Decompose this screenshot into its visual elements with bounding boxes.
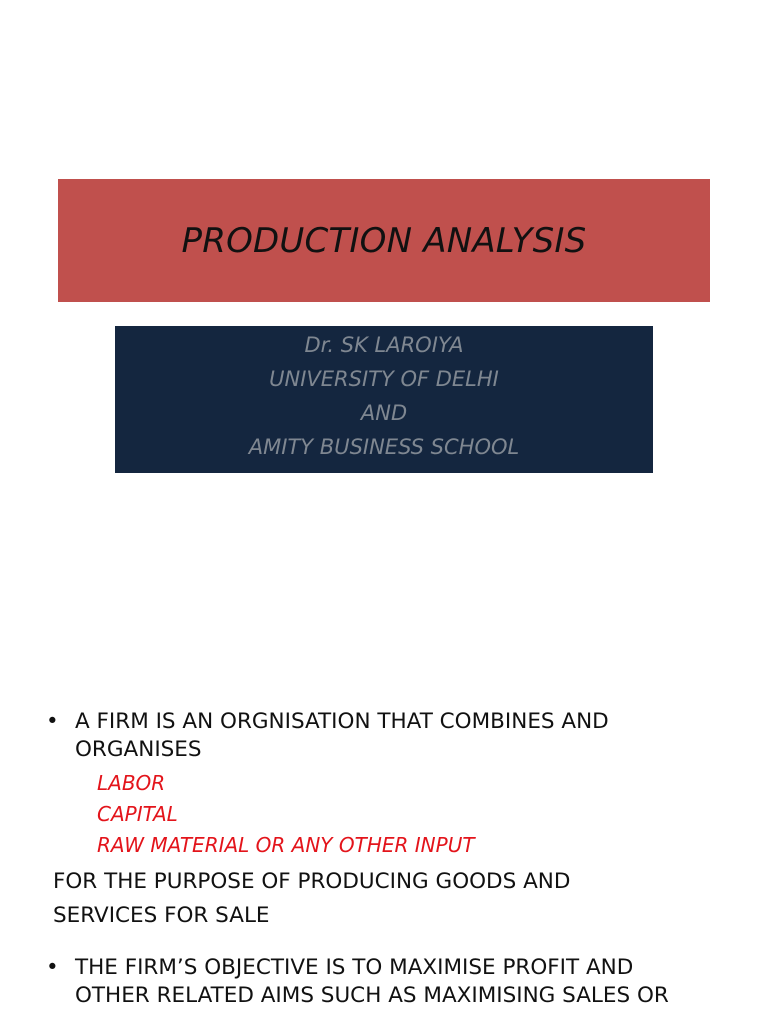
- input-item-raw-material: RAW MATERIAL OR ANY OTHER INPUT: [97, 833, 475, 857]
- author-affiliation-2: AMITY BUSINESS SCHOOL: [248, 435, 520, 459]
- bullet-text-line: THE FIRM’S OBJECTIVE IS TO MAXIMISE PROFIT AND: [75, 955, 634, 980]
- bullet-dot-icon: •: [46, 709, 59, 734]
- bullet-text-line: OTHER RELATED AIMS SUCH AS MAXIMISING SALES OR: [75, 983, 669, 1008]
- author-name: Dr. SK LAROIYA: [304, 333, 464, 357]
- page-title: PRODUCTION ANALYSIS: [181, 220, 587, 261]
- input-item-capital: CAPITAL: [97, 802, 178, 826]
- bullet-text-line: ORGANISES: [75, 737, 202, 762]
- bullet-dot-icon: •: [46, 955, 59, 980]
- title-banner: [58, 179, 710, 302]
- author-conjunction: AND: [360, 401, 408, 425]
- author-block: [115, 326, 653, 473]
- author-affiliation-1: UNIVERSITY OF DELHI: [269, 367, 499, 391]
- purpose-line: SERVICES FOR SALE: [53, 903, 270, 928]
- input-list: [0, 768, 768, 861]
- purpose-line: FOR THE PURPOSE OF PRODUCING GOODS AND: [53, 869, 571, 894]
- bullet-item-firm-definition: [0, 708, 768, 764]
- input-item-labor: LABOR: [97, 771, 166, 795]
- bullet-list: [0, 708, 768, 1010]
- bullet-item-firm-objective: [0, 954, 768, 1010]
- bullet-text-line: A FIRM IS AN ORGNISATION THAT COMBINES AND: [75, 709, 609, 734]
- purpose-text: [0, 865, 768, 933]
